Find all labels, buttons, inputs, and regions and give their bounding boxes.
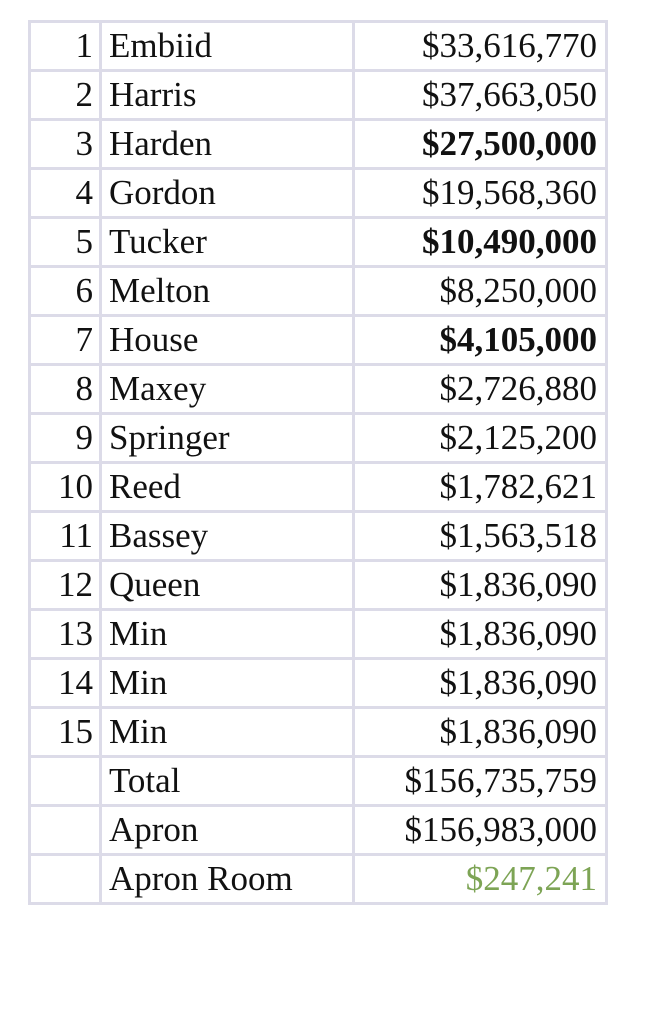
table-row <box>30 512 607 561</box>
player-name: Reed <box>101 463 354 512</box>
apron-room-label: Apron Room <box>101 855 354 904</box>
player-name: Min <box>101 708 354 757</box>
total-amount: $156,735,759 <box>354 757 607 806</box>
row-number: 11 <box>30 512 101 561</box>
player-name: Min <box>101 659 354 708</box>
table-row <box>30 414 607 463</box>
table-row <box>30 561 607 610</box>
salary-amount: $1,836,090 <box>354 610 607 659</box>
salary-amount: $4,105,000 <box>354 316 607 365</box>
player-name: Gordon <box>101 169 354 218</box>
salary-amount: $19,568,360 <box>354 169 607 218</box>
total-label: Total <box>101 757 354 806</box>
salary-amount: $27,500,000 <box>354 120 607 169</box>
salary-amount: $1,563,518 <box>354 512 607 561</box>
row-number: 6 <box>30 267 101 316</box>
player-name: Tucker <box>101 218 354 267</box>
empty-cell <box>30 855 101 904</box>
apron-room-amount: $247,241 <box>354 855 607 904</box>
table-row <box>30 218 607 267</box>
row-number: 10 <box>30 463 101 512</box>
player-rows <box>30 22 607 757</box>
player-name: Queen <box>101 561 354 610</box>
row-number: 8 <box>30 365 101 414</box>
salary-amount: $37,663,050 <box>354 71 607 120</box>
salary-amount: $2,125,200 <box>354 414 607 463</box>
salary-amount: $10,490,000 <box>354 218 607 267</box>
table-row <box>30 610 607 659</box>
row-number: 15 <box>30 708 101 757</box>
row-number: 12 <box>30 561 101 610</box>
row-number: 3 <box>30 120 101 169</box>
empty-cell <box>30 757 101 806</box>
total-row <box>30 757 607 806</box>
apron-amount: $156,983,000 <box>354 806 607 855</box>
table-row <box>30 463 607 512</box>
row-number: 9 <box>30 414 101 463</box>
apron-label: Apron <box>101 806 354 855</box>
table-row <box>30 659 607 708</box>
summary-rows <box>30 757 607 904</box>
apron-room-row <box>30 855 607 904</box>
player-name: Springer <box>101 414 354 463</box>
salary-amount: $8,250,000 <box>354 267 607 316</box>
table-row <box>30 365 607 414</box>
table-row <box>30 267 607 316</box>
row-number: 2 <box>30 71 101 120</box>
apron-row <box>30 806 607 855</box>
player-name: Embiid <box>101 22 354 71</box>
row-number: 5 <box>30 218 101 267</box>
table-row <box>30 22 607 71</box>
salary-amount: $1,836,090 <box>354 659 607 708</box>
salary-amount: $1,782,621 <box>354 463 607 512</box>
salary-amount: $1,836,090 <box>354 561 607 610</box>
salary-amount: $33,616,770 <box>354 22 607 71</box>
row-number: 1 <box>30 22 101 71</box>
player-name: House <box>101 316 354 365</box>
row-number: 4 <box>30 169 101 218</box>
empty-cell <box>30 806 101 855</box>
table-row <box>30 316 607 365</box>
table-row <box>30 71 607 120</box>
player-name: Melton <box>101 267 354 316</box>
salary-table <box>28 20 608 905</box>
salary-amount: $2,726,880 <box>354 365 607 414</box>
player-name: Maxey <box>101 365 354 414</box>
row-number: 14 <box>30 659 101 708</box>
table-row <box>30 708 607 757</box>
player-name: Harris <box>101 71 354 120</box>
row-number: 13 <box>30 610 101 659</box>
salary-amount: $1,836,090 <box>354 708 607 757</box>
row-number: 7 <box>30 316 101 365</box>
player-name: Min <box>101 610 354 659</box>
table-row <box>30 169 607 218</box>
player-name: Harden <box>101 120 354 169</box>
table-row <box>30 120 607 169</box>
player-name: Bassey <box>101 512 354 561</box>
